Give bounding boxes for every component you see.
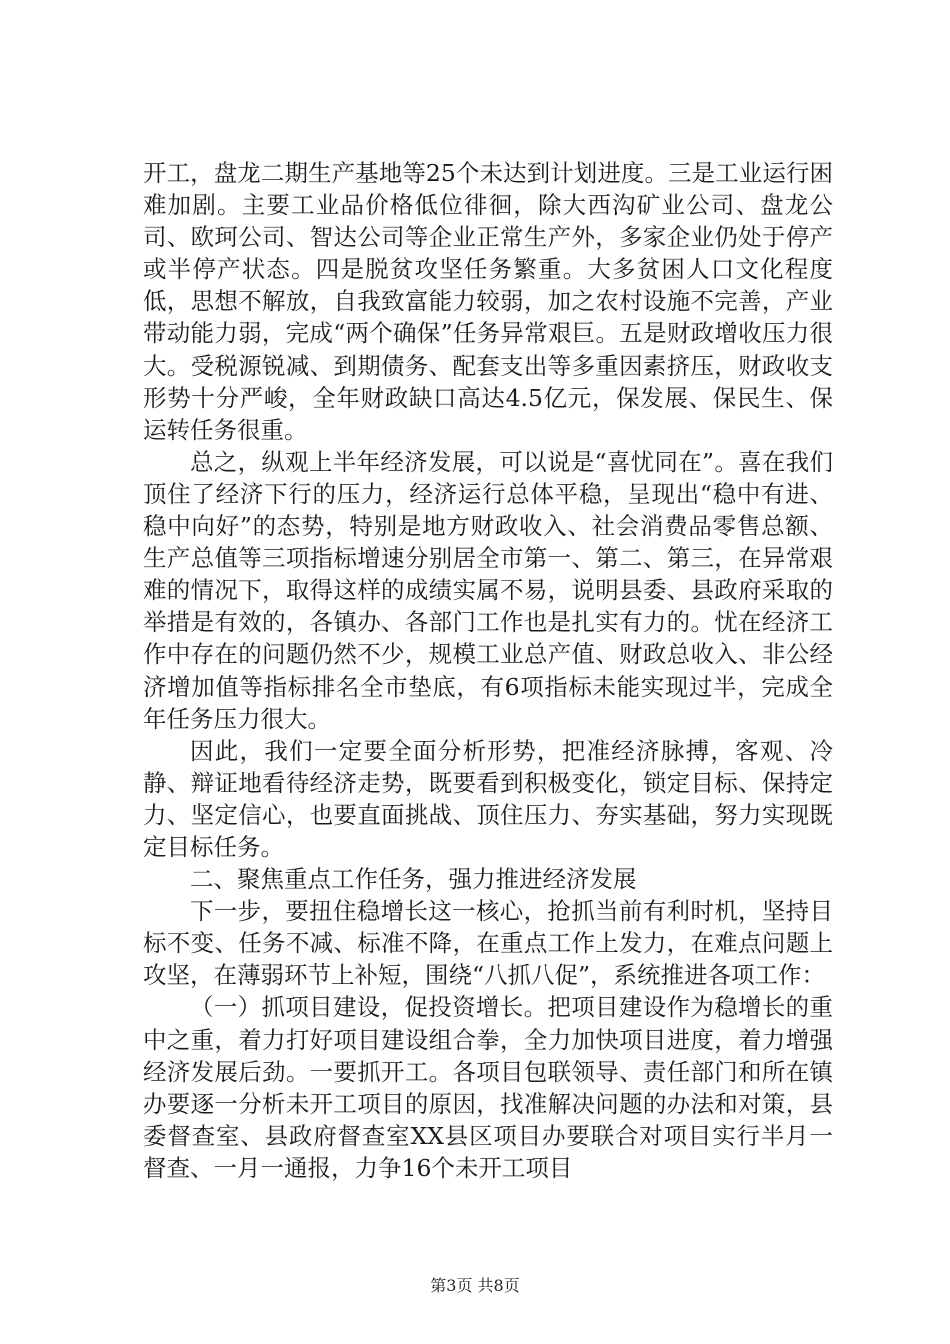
paragraph-therefore: 因此，我们一定要全面分析形势，把准经济脉搏，客观、冷静、辩证地看待经济走势，既要看到积极变化，锁定目标、保持定力、坚定信心，也要直面挑战、顶住压力、夯实基础，努力实现既定目标任务。 — [143, 736, 833, 861]
paragraph-item-one: （一）抓项目建设，促投资增长。把项目建设作为稳增长的重中之重，着力打好项目建设组合拳，全力加快项目进度，着力增强经济发展后劲。一要抓开工。各项目包联领导、责任部门和所在镇办要逐一分析未开工项目的原因，找准解决问题的办法和对策，县委督查室、县政府督查室XX县区项目办要联合对项目实行半月一督查、一月一通报，力争16个未开工项目 — [143, 993, 833, 1182]
section-heading: 二、聚焦重点工作任务，强力推进经济发展 — [190, 865, 637, 894]
document-body — [143, 157, 833, 1184]
page-number-footer: 第3页 共8页 — [430, 1276, 520, 1295]
paragraph-next-step: 下一步，要扭住稳增长这一核心，抢抓当前有利时机，坚持目标不变、任务不减、标准不降，在重点工作上发力，在难点问题上攻坚，在薄弱环节上补短，围绕“八抓八促”，系统推进各项工作： — [143, 897, 833, 990]
paragraph-summary: 总之，纵观上半年经济发展，可以说是“喜忧同在”。喜在我们顶住了经济下行的压力，经济运行总体平稳，呈现出“稳中有进、稳中向好”的态势，特别是地方财政收入、社会消费品零售总额、生产总值等三项指标增速分别居全市第一、第二、第三，在异常艰难的情况下，取得这样的成绩实属不易，说明县委、县政府采取的举措是有效的，各镇办、各部门工作也是扎实有力的。忧在经济工作中存在的问题仍然不少，规模工业总产值、财政总收入、非公经济增加值等指标排名全市垫底，有6项指标未能实现过半，完成全年任务压力很大。 — [143, 447, 833, 733]
paragraph-continuation: 开工，盘龙二期生产基地等25个未达到计划进度。三是工业运行困难加剧。主要工业品价格低位徘徊，除大西沟矿业公司、盘龙公司、欧珂公司、智达公司等企业正常生产外，多家企业仍处于停产或半停产状态。四是脱贫攻坚任务繁重。大多贫困人口文化程度低，思想不解放，自我致富能力较弱，加之农村设施不完善，产业带动能力弱，完成“两个确保”任务异常艰巨。五是财政增收压力很大。受税源锐减、到期债务、配套支出等多重因素挤压，财政收支形势十分严峻，全年财政缺口高达4.5亿元，保发展、保民生、保运转任务很重。 — [143, 159, 833, 444]
